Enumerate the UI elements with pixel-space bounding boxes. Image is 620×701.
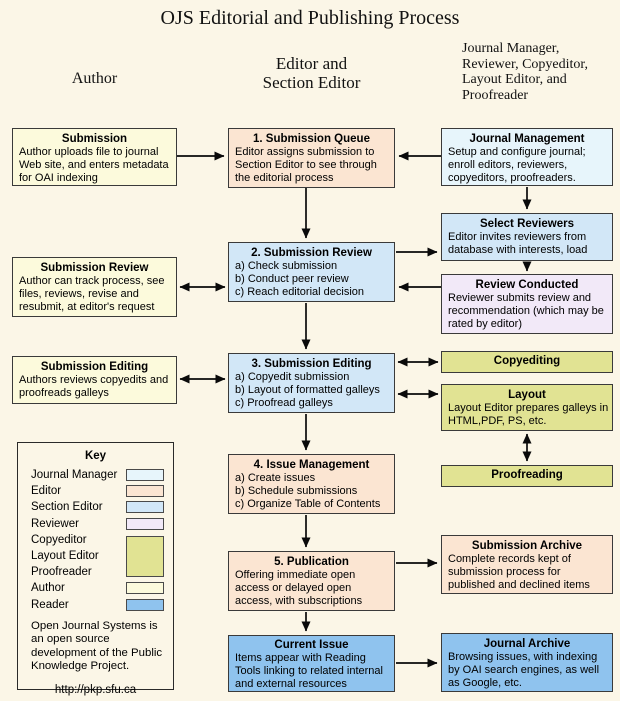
legend-row-reviewer bbox=[18, 516, 173, 532]
box-list-item: a) Check submission bbox=[235, 260, 338, 272]
box-body: Authors reviews copyedits and proofreads galleys bbox=[19, 374, 169, 400]
column-header-author: Author bbox=[71, 70, 118, 87]
box-body: Author uploads file to journal Web site, and enters metadata for OAI indexing bbox=[19, 146, 169, 185]
legend-row-reader bbox=[18, 597, 173, 613]
box-journal-archive bbox=[441, 633, 613, 692]
box-title: Submission Editing bbox=[40, 361, 149, 373]
legend-label: Proofreader bbox=[31, 566, 92, 579]
box-title: Journal Management bbox=[469, 133, 585, 145]
box-title: Copyediting bbox=[493, 355, 561, 367]
box-title: Layout bbox=[508, 389, 546, 401]
legend-swatch-copy-layout-proof bbox=[126, 536, 164, 577]
box-list-item: b) Conduct peer review bbox=[235, 273, 349, 286]
column-header-editor bbox=[228, 54, 395, 92]
legend-swatch-reader bbox=[126, 599, 164, 611]
column-header-manager-line: Reviewer, Copyeditor, bbox=[462, 56, 589, 72]
column-header-editor-line: Section Editor bbox=[262, 73, 361, 92]
legend-group-copy-layout-proof bbox=[18, 532, 173, 581]
box-body: Layout Editor prepares galleys in HTML,PDF, PS, etc. bbox=[448, 402, 609, 428]
box-journal-management bbox=[441, 128, 613, 186]
box-review-conducted bbox=[441, 274, 613, 334]
legend-title: Key bbox=[84, 450, 107, 462]
box-list-item: c) Organize Table of Contents bbox=[235, 498, 381, 511]
legend-swatch-section-editor bbox=[126, 501, 164, 513]
box-author-submission-editing bbox=[12, 356, 177, 404]
box-author-submission-review bbox=[12, 257, 177, 317]
legend-label: Copyeditor bbox=[31, 533, 87, 546]
box-body: Items appear with Reading Tools linking to related internal and external resources bbox=[235, 652, 383, 691]
column-header-manager-line: Journal Manager, bbox=[462, 41, 560, 56]
box-list-item: b) Layout of formatted galleys bbox=[235, 384, 380, 397]
box-submission bbox=[12, 128, 177, 186]
legend-label: Reader bbox=[31, 598, 69, 611]
box-title: 1. Submission Queue bbox=[253, 133, 370, 145]
box-body: Offering immediate open access or delayed open access, with subscriptions bbox=[235, 569, 363, 608]
box-title: 3. Submission Editing bbox=[251, 358, 372, 370]
legend-swatch-editor bbox=[126, 485, 164, 497]
box-issue-management bbox=[228, 454, 395, 514]
box-title: 4. Issue Management bbox=[253, 459, 370, 471]
box-title: 5. Publication bbox=[274, 556, 349, 568]
box-list-item: a) Copyedit submission bbox=[235, 371, 350, 383]
legend-label: Author bbox=[31, 582, 65, 595]
legend-swatch-author bbox=[126, 582, 164, 594]
legend-key bbox=[17, 442, 174, 696]
legend-row-author bbox=[18, 580, 173, 596]
legend-row-editor bbox=[18, 483, 173, 499]
box-current-issue bbox=[228, 635, 395, 692]
box-title: Journal Archive bbox=[483, 638, 571, 650]
box-submission-queue bbox=[228, 128, 395, 188]
box-list-item: c) Reach editorial decision bbox=[235, 286, 365, 299]
legend-row-journal-manager bbox=[18, 467, 173, 483]
legend-swatch-reviewer bbox=[126, 518, 164, 530]
box-title: Submission bbox=[61, 133, 128, 145]
box-body: Editor assigns submission to Section Editor to see through the editorial process bbox=[235, 146, 377, 185]
box-list-item: b) Schedule submissions bbox=[235, 485, 358, 498]
box-title: Current Issue bbox=[274, 639, 349, 651]
legend-label: Layout Editor bbox=[31, 550, 99, 563]
box-select-reviewers bbox=[441, 213, 613, 261]
box-submission-review bbox=[228, 242, 395, 302]
box-submission-editing bbox=[228, 353, 395, 413]
column-header-manager bbox=[462, 41, 620, 103]
box-title: Select Reviewers bbox=[480, 218, 574, 230]
legend-label: Section Editor bbox=[31, 501, 103, 514]
column-header-manager-line: Proofreader bbox=[462, 87, 529, 103]
legend-swatch-journal-manager bbox=[126, 469, 164, 481]
box-body: Reviewer submits review and recommendation (which may be rated by editor) bbox=[448, 292, 604, 331]
box-publication bbox=[228, 551, 395, 611]
box-body: Author can track process, see files, reviews, revise and resubmit, at editor's request bbox=[19, 275, 165, 314]
box-body: Setup and configure journal; enroll editors, reviewers, copyeditors, proofreaders. bbox=[448, 146, 586, 185]
box-title: Proofreading bbox=[491, 469, 563, 481]
box-list-item: a) Create issues bbox=[235, 472, 316, 484]
column-header-editor-line: Editor and bbox=[275, 54, 348, 73]
legend-label: Journal Manager bbox=[31, 469, 118, 482]
box-title: 2. Submission Review bbox=[251, 247, 372, 259]
box-body: Complete records kept of submission process for published and declined items bbox=[448, 553, 590, 592]
box-list-item: c) Proofread galleys bbox=[235, 397, 333, 410]
box-title: Review Conducted bbox=[475, 279, 579, 291]
box-copyediting bbox=[441, 351, 613, 373]
column-header-manager-line: Layout Editor, and bbox=[462, 72, 567, 87]
legend-label: Reviewer bbox=[31, 517, 79, 530]
box-submission-archive bbox=[441, 535, 613, 594]
box-title: Submission Archive bbox=[471, 540, 583, 552]
box-title: Submission Review bbox=[40, 262, 149, 274]
legend-row-section-editor bbox=[18, 499, 173, 515]
box-body: Browsing issues, with indexing by OAI search engines, as well as Google, etc. bbox=[448, 651, 600, 690]
diagram-title: OJS Editorial and Publishing Process bbox=[160, 7, 460, 29]
box-body: Editor invites reviewers from database with interests, load bbox=[448, 231, 588, 257]
box-layout bbox=[441, 384, 613, 431]
legend-label: Editor bbox=[31, 485, 62, 498]
legend-note: Open Journal Systems is an open source development of the Public Knowledge Project. bbox=[31, 619, 163, 673]
box-proofreading bbox=[441, 465, 613, 487]
legend-url: http://pkp.sfu.ca bbox=[54, 683, 137, 696]
